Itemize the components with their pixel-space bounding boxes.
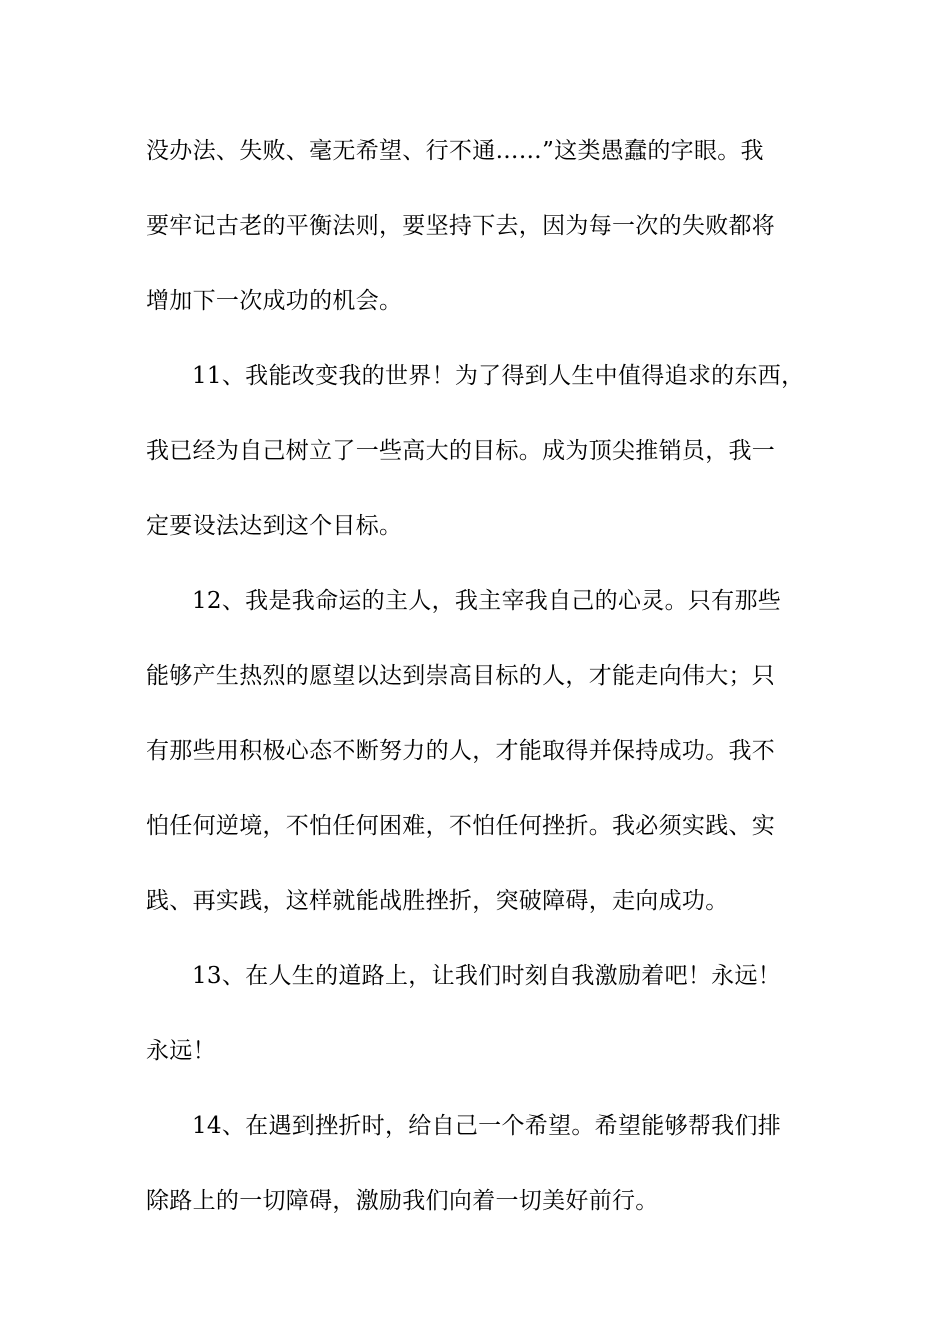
text-line: 要牢记古老的平衡法则，要坚持下去，因为每一次的失败都将 <box>146 213 776 239</box>
paragraph-10-continuation <box>146 133 810 321</box>
document-body <box>146 133 810 1258</box>
text-line: 有那些用积极心态不断努力的人，才能取得并保持成功。我不 <box>146 738 776 764</box>
paragraph-14 <box>146 1108 810 1221</box>
text-line: 14、在遇到挫折时，给自己一个希望。希望能够帮我们排 <box>192 1113 782 1139</box>
text-line: 永远！ <box>146 1038 216 1064</box>
text-line: 能够产生热烈的愿望以达到崇高目标的人，才能走向伟大；只 <box>146 663 776 689</box>
text-line: 践、再实践，这样就能战胜挫折，突破障碍，走向成功。 <box>146 888 729 914</box>
text-line: 13、在人生的道路上，让我们时刻自我激励着吧！永远！ <box>192 963 782 989</box>
text-line: 定要设法达到这个目标。 <box>146 513 403 539</box>
text-line: 怕任何逆境，不怕任何困难，不怕任何挫折。我必须实践、实 <box>146 813 776 839</box>
text-line: 11、我能改变我的世界！为了得到人生中值得追求的东西， <box>192 363 805 389</box>
paragraph-12 <box>146 583 810 921</box>
paragraph-11 <box>146 358 810 546</box>
text-line: 没办法、失败、毫无希望、行不通……”这类愚蠢的字眼。我 <box>146 138 764 164</box>
paragraph-13 <box>146 958 810 1071</box>
text-line: 除路上的一切障碍，激励我们向着一切美好前行。 <box>146 1188 659 1214</box>
text-line: 增加下一次成功的机会。 <box>146 288 403 314</box>
text-line: 我已经为自己树立了一些高大的目标。成为顶尖推销员，我一 <box>146 438 776 464</box>
text-line: 12、我是我命运的主人，我主宰我自己的心灵。只有那些 <box>192 588 782 614</box>
